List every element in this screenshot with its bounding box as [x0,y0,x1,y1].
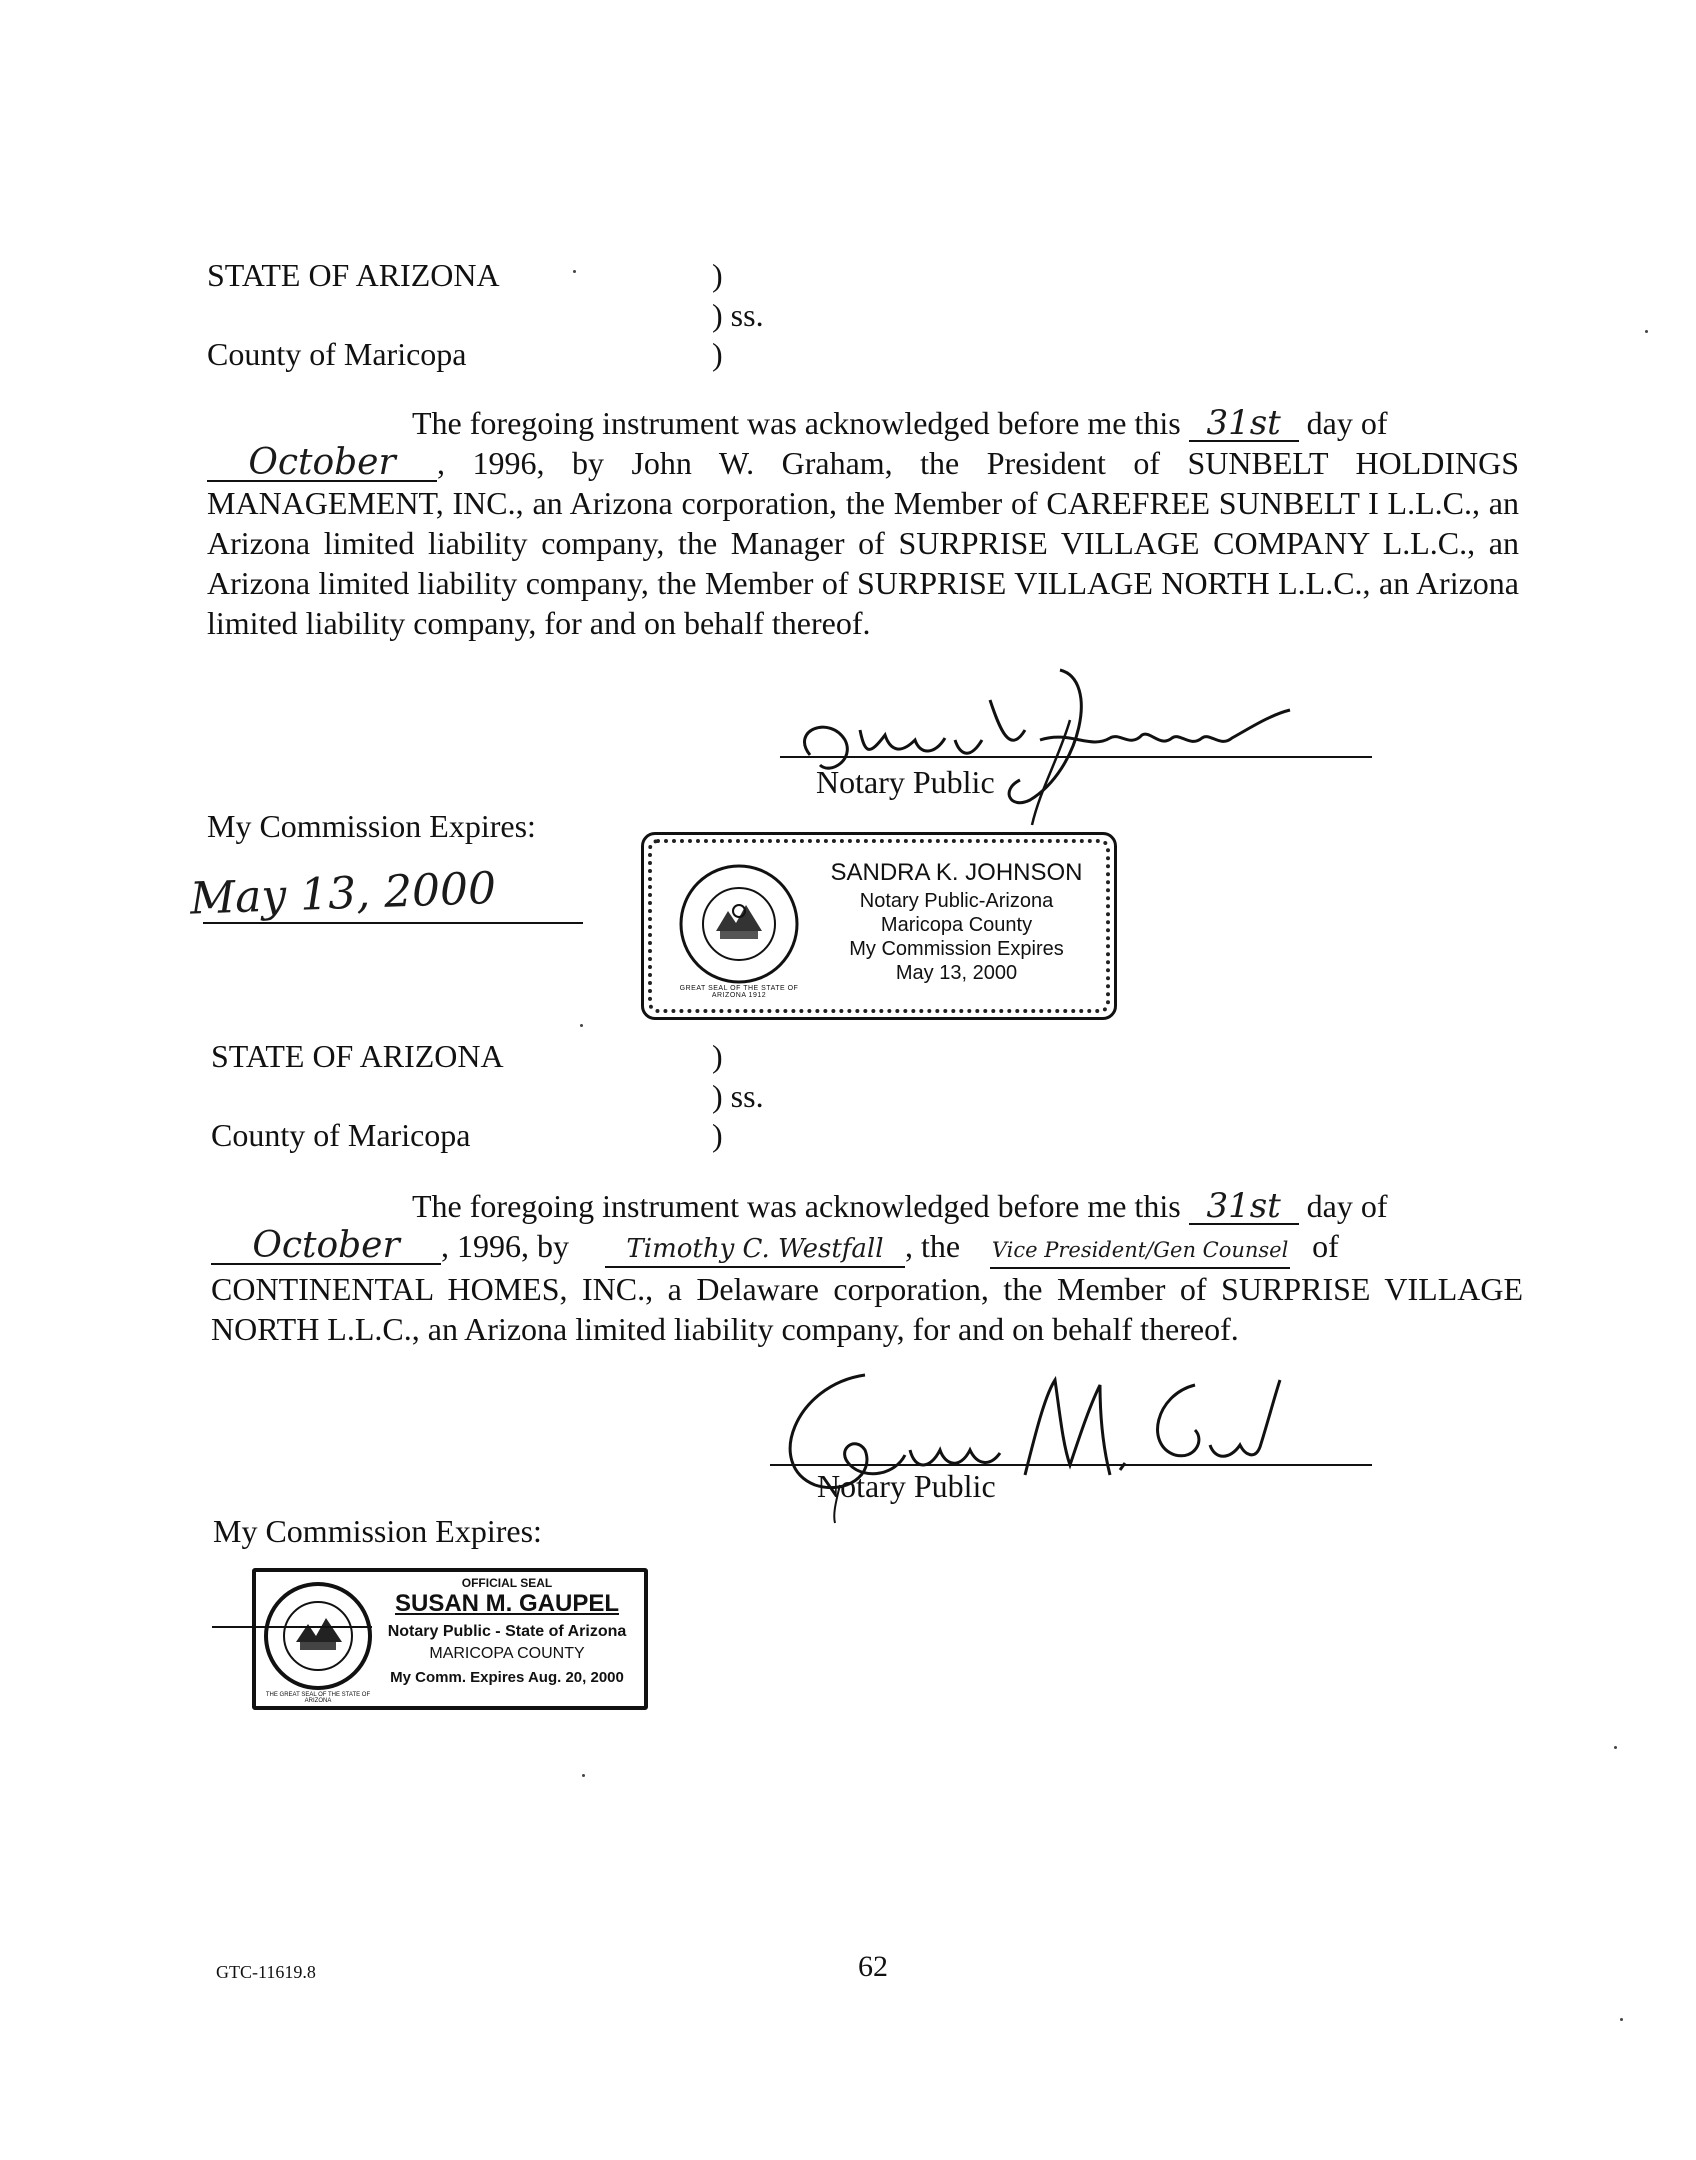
name-handwritten-2: Timothy C. Westfall [605,1232,905,1268]
arizona-seal-icon-2 [262,1580,374,1692]
day-handwritten-1: 31st [1189,406,1299,442]
acknowledgment-paragraph-2 [211,1186,1523,1349]
paren-bottom-2: ) [712,1117,723,1153]
paren-bottom-1: ) [712,336,723,372]
stamp-name-1: SANDRA K. JOHNSON [830,859,1083,886]
body-text-2: CONTINENTAL HOMES, INC., a Delaware corporation, the Member of SURPRISE VILLAGE NORTH L.L.C., an Arizona limited liability company, for and on behalf thereof. [211,1271,1523,1347]
the-text-2: , the [905,1228,961,1264]
expiry-line-1 [203,922,583,924]
paren-ss-1: ) ss. [712,297,764,333]
month-handwritten-1: October [207,446,437,482]
county-label-2: County of Maricopa [211,1117,471,1153]
stamp-header-2: OFFICIAL SEAL [461,1576,553,1590]
notary-public-label-1: Notary Public [816,764,995,800]
scan-speck [582,1774,585,1777]
scan-speck [580,1024,583,1027]
scan-speck [1645,330,1648,333]
stamp-line1-2: Notary Public - State of Arizona [387,1623,627,1640]
body-text-1: , 1996, by John W. Graham, the President of SUNBELT HOLDINGS MANAGEMENT, INC., an Arizona corporation, the Member of CAREFREE SUNBELT I L.L.C., an Arizona limited liability company, the Manager of SURPRISE VILLAGE COMPANY L.L.C., an Arizona limited liability company, the Member of SURPRISE VILLAGE NORTH L.L.C., an Arizona limited liability company, for and on behalf thereof. [207,445,1519,641]
stamp-line4-1: May 13, 2000 [895,962,1018,984]
scan-speck [1614,1746,1617,1749]
stamp-name-2: SUSAN M. GAUPEL [394,1590,619,1617]
commission-expires-label-2: My Commission Expires: [213,1513,542,1549]
notary-stamp-sandra [641,832,1117,1020]
paren-ss-2: ) ss. [712,1078,764,1114]
commission-expires-label-1: My Commission Expires: [207,808,536,844]
scan-speck [1620,2018,1623,2021]
notary-stamp-susan [252,1568,648,1710]
of-text-2: of [1312,1228,1339,1264]
month-handwritten-2: October [211,1229,441,1265]
day-handwritten-2: 31st [1189,1189,1299,1225]
arizona-seal-icon-1 [676,861,802,987]
day-of-text-1: day of [1306,405,1388,441]
title-handwritten-2: Vice President/Gen Counsel [990,1233,1290,1269]
county-label-1: County of Maricopa [207,336,467,372]
stamp-line1-1: Notary Public-Arizona [859,890,1054,912]
day-of-text-2: day of [1306,1188,1388,1224]
intro-text-2: The foregoing instrument was acknowledged before me this [412,1188,1181,1224]
stamp-line3-1: My Commission Expires [849,938,1064,960]
stamp-line2-2: MARICOPA COUNTY [429,1645,585,1662]
state-label-2: STATE OF ARIZONA [211,1038,504,1074]
expiry-handwritten-1: May 13, 2000 [189,862,497,925]
acknowledgment-paragraph-1 [207,403,1519,643]
paren-top-1: ) [712,257,723,293]
seal-ring-text-1: GREAT SEAL OF THE STATE OF ARIZONA 1912 [679,985,799,999]
expiry-line-2 [212,1626,372,1628]
signature-line-1 [780,756,1372,758]
year-text-2: , 1996, by [441,1228,569,1264]
state-label-1: STATE OF ARIZONA [207,257,500,293]
intro-text-1: The foregoing instrument was acknowledged before me this [412,405,1181,441]
scan-speck [573,270,576,273]
seal-ring-text-2: THE GREAT SEAL OF THE STATE OF ARIZONA [265,1692,371,1704]
stamp-line2-1: Maricopa County [880,914,1033,936]
paren-top-2: ) [712,1038,723,1074]
notary-public-label-2: Notary Public [817,1468,996,1504]
signature-sandra-johnson [770,660,1330,830]
document-id: GTC-11619.8 [216,1962,316,1982]
stamp-line3-2: My Comm. Expires Aug. 20, 2000 [390,1669,624,1686]
page-number: 62 [858,1950,888,1983]
